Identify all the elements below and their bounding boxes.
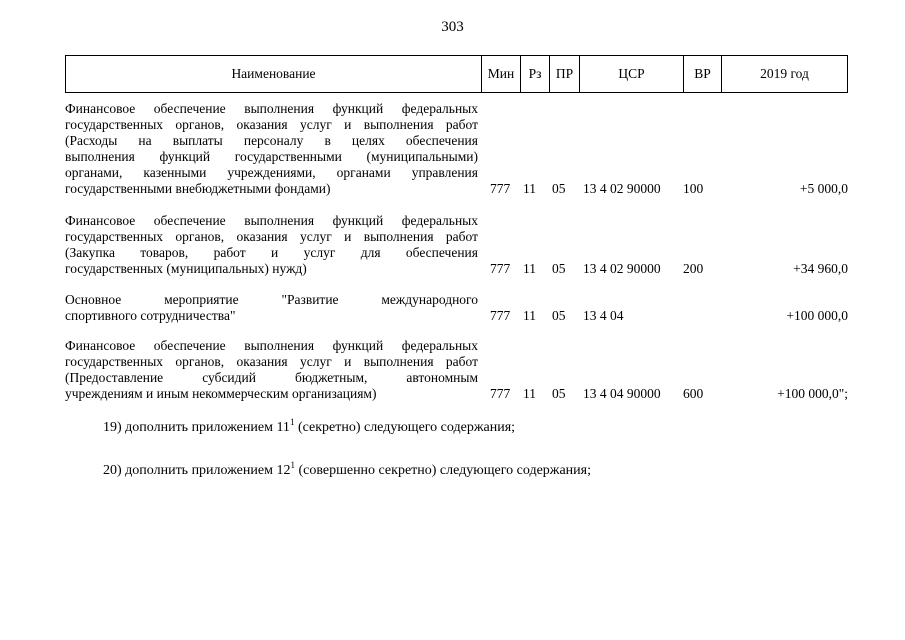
row-name-line: (Расходы на выплаты персоналу в целях обеспечения: [65, 133, 478, 148]
header-pr: ПР: [550, 56, 580, 93]
header-vr: ВР: [684, 56, 722, 93]
row-name-line: Основное мероприятие "Развитие международного: [65, 292, 478, 307]
row-rz: 11: [523, 308, 536, 323]
table-row: [65, 213, 848, 277]
row-pr: 05: [552, 181, 566, 196]
row-name-line: органами, казенными учреждениями, органами управления: [65, 165, 478, 180]
row-csr: 13 4 04 90000: [583, 386, 661, 401]
row-name-line: (Закупка товаров, работ и услуг для обеспечения: [65, 245, 478, 260]
row-min: 777: [490, 386, 511, 401]
row-name-line: государственных органов, оказания услуг и выполнения работ: [65, 229, 478, 244]
row-min: 777: [490, 261, 511, 276]
row-sum: +34 960,0: [793, 261, 848, 276]
row-rz: 11: [523, 181, 536, 196]
row-sum: +100 000,0";: [777, 386, 848, 401]
row-rz: 11: [523, 386, 536, 401]
row-name-line: Финансовое обеспечение выполнения функций федеральных: [65, 101, 478, 116]
superscript: 1: [289, 417, 295, 427]
table-row: [65, 338, 848, 402]
row-name-line: учреждениям и иным некоммерческим организациям): [65, 386, 377, 401]
row-name: [65, 213, 478, 277]
header-csr: ЦСР: [580, 56, 684, 93]
row-name-line: государственных (муниципальных) нужд): [65, 261, 307, 276]
row-name-line: Финансовое обеспечение выполнения функций федеральных: [65, 213, 478, 228]
row-name-line: Финансовое обеспечение выполнения функций федеральных: [65, 338, 478, 353]
row-name-line: выполнения функций государственными (муниципальными): [65, 149, 478, 164]
row-name-line: государственными внебюджетными фондами): [65, 181, 331, 196]
row-name-line: государственных органов, оказания услуг и выполнения работ: [65, 117, 478, 132]
row-pr: 05: [552, 261, 566, 276]
paragraph-text: (секретно) следующего содержания;: [294, 420, 516, 435]
superscript: 1: [290, 460, 295, 470]
row-pr: 05: [552, 308, 566, 323]
row-sum: +5 000,0: [799, 181, 848, 196]
paragraph-text: (совершенно секретно) следующего содержания;: [294, 463, 591, 478]
header-rz: Рз: [521, 56, 550, 93]
row-csr: 13 4 04: [583, 308, 624, 323]
row-csr: 13 4 02 90000: [583, 261, 661, 276]
row-name: [65, 338, 478, 402]
header-name: Наименование: [66, 56, 482, 93]
row-name: [65, 101, 478, 197]
row-vr: 600: [683, 386, 704, 401]
table-header: [65, 55, 848, 93]
paragraph-19: [103, 417, 516, 436]
row-name-line: государственных органов, оказания услуг и выполнения работ: [65, 354, 478, 369]
header-year: 2019 год: [722, 56, 848, 93]
row-name-line: (Предоставление субсидий бюджетным, автономным: [65, 370, 478, 385]
row-min: 777: [490, 308, 511, 323]
table-row: [65, 101, 848, 197]
row-vr: 100: [683, 181, 704, 196]
paragraph-20: [103, 460, 591, 479]
row-pr: 05: [552, 386, 566, 401]
paragraph-text: 20) дополнить приложением 12: [103, 463, 291, 478]
paragraph-text: 19) дополнить приложением 11: [103, 420, 290, 435]
row-rz: 11: [523, 261, 536, 276]
row-name-line: спортивного сотрудничества": [65, 308, 236, 323]
row-min: 777: [490, 181, 511, 196]
header-min: Мин: [482, 56, 521, 93]
row-name: [65, 292, 478, 324]
row-vr: 200: [683, 261, 704, 276]
page-number: 303: [441, 19, 464, 35]
table-row: [65, 292, 848, 324]
row-csr: 13 4 02 90000: [583, 181, 661, 196]
row-sum: +100 000,0: [786, 308, 848, 323]
